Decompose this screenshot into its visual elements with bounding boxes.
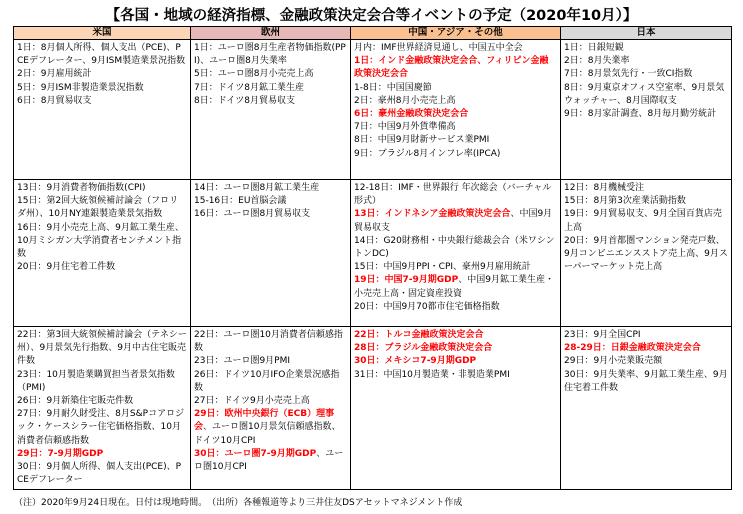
event-item bbox=[564, 195, 728, 208]
event-text: 15-16日：EU首脳会議 bbox=[194, 196, 287, 207]
event-item bbox=[564, 342, 728, 355]
event-highlight-text: 30日：ユーロ圏7-9月期GDP bbox=[194, 448, 317, 459]
event-text: 20日：9月首都圏マンション発売戸数、9月コンビニエンスストア売上高、9月スーパーマーケット売上高 bbox=[564, 235, 728, 273]
event-highlight-text: 28-29日：日銀金融政策決定会合 bbox=[564, 343, 701, 354]
event-item bbox=[354, 42, 557, 55]
event-text: 14日：ユーロ圏8月鉱工業生産 bbox=[194, 183, 320, 193]
event-item bbox=[17, 68, 187, 81]
event-item bbox=[194, 395, 347, 408]
event-text: 1-8日：中国国慶節 bbox=[354, 82, 432, 93]
event-item bbox=[17, 82, 187, 95]
event-text: 22日：ユーロ圏10月消費者信頼感指数 bbox=[194, 330, 343, 354]
event-text: 14日：G20財務相・中央銀行総裁会合（米ワシントンDC) bbox=[354, 235, 555, 260]
cell-us-mid bbox=[14, 180, 191, 327]
event-item bbox=[354, 82, 557, 95]
event-item bbox=[194, 408, 347, 448]
event-item bbox=[17, 395, 187, 408]
cell-europe-mid bbox=[191, 180, 351, 327]
event-text: 16日：9月小売売上高、9月鉱工業生産、10月ミシガン大学消費者センチメント指数 bbox=[17, 222, 184, 260]
event-item bbox=[564, 329, 728, 342]
event-item bbox=[354, 274, 557, 300]
event-text: 5日：ユーロ圏8月小売売上高 bbox=[194, 69, 314, 80]
event-item bbox=[17, 95, 187, 108]
event-item bbox=[194, 448, 347, 474]
event-text: 26日：9月新築住宅販売件数 bbox=[17, 396, 134, 407]
event-highlight-text: 13日：インドネシア金融政策決定会合 bbox=[354, 209, 511, 220]
cell-asia-mid bbox=[351, 180, 561, 327]
event-item bbox=[354, 261, 557, 274]
event-item bbox=[564, 82, 728, 108]
event-item bbox=[194, 42, 347, 68]
event-highlight-text: 28日：ブラジル金融政策決定会合 bbox=[354, 343, 493, 354]
event-text: 1日：ユーロ圏8月生産者物価指数(PPI)、ユーロ圏8月失業率 bbox=[194, 43, 346, 67]
event-highlight-text: 19日：中国7-9月期GDP bbox=[354, 275, 459, 286]
event-item bbox=[17, 408, 187, 448]
event-highlight-text: 6日：豪州金融政策決定会合 bbox=[354, 109, 469, 120]
event-highlight-text: 30日：メキシコ7-9月期GDP bbox=[354, 356, 477, 367]
event-text: 19日：9月貿易収支、9月全国百貨店売上高 bbox=[564, 209, 722, 233]
cell-japan-early bbox=[561, 40, 732, 180]
cell-japan-mid bbox=[561, 180, 732, 327]
event-item bbox=[354, 301, 557, 314]
event-item bbox=[194, 182, 347, 195]
event-text: 2日：8月失業率 bbox=[564, 56, 630, 67]
event-item bbox=[194, 195, 347, 208]
event-text: 7日：ドイツ8月鉱工業生産 bbox=[194, 82, 305, 93]
event-item bbox=[354, 355, 557, 368]
event-item bbox=[564, 68, 728, 81]
event-item bbox=[354, 134, 557, 147]
event-text: 5日：9月ISM非製造業景況指数 bbox=[17, 82, 144, 93]
page-title: 【各国・地域の経済指標、金融政策決定会合等イベントの予定（2020年10月）】 bbox=[105, 8, 638, 24]
event-text: 8日：ドイツ8月貿易収支 bbox=[194, 95, 296, 106]
event-item bbox=[354, 369, 557, 382]
event-text: 23日：10月製造業購買担当者景気指数（PMI) bbox=[17, 369, 175, 393]
event-text: 30日：9月失業率、9月鉱工業生産、9月住宅着工件数 bbox=[564, 369, 728, 393]
event-item bbox=[354, 121, 557, 134]
event-item bbox=[564, 208, 728, 234]
event-item bbox=[354, 342, 557, 355]
event-text: 月内：IMF世界経済見通し、中国五中全会 bbox=[354, 43, 523, 53]
event-item bbox=[17, 42, 187, 68]
event-text: 13日：9月消費者物価指数(CPI) bbox=[17, 183, 146, 193]
event-item bbox=[194, 82, 347, 95]
event-item bbox=[354, 108, 557, 121]
event-item bbox=[564, 235, 728, 275]
event-item bbox=[354, 235, 557, 261]
event-item bbox=[194, 95, 347, 108]
event-calendar-table bbox=[13, 26, 732, 490]
event-item bbox=[564, 55, 728, 68]
header-japan: 日本 bbox=[561, 27, 732, 40]
event-item bbox=[17, 261, 187, 274]
event-item bbox=[17, 329, 187, 369]
event-highlight-text: 22日：トルコ金融政策決定会合 bbox=[354, 330, 484, 340]
event-highlight-text: 29日：欧州中央銀行（ECB）理事会 bbox=[194, 409, 335, 433]
event-text: 9日：8月家計調査、8月毎月勤労統計 bbox=[564, 109, 717, 120]
event-item bbox=[17, 448, 187, 461]
event-text-continued: 、ユーロ圏10月CPI bbox=[194, 448, 344, 473]
event-text: 23日：9月全国CPI bbox=[564, 330, 641, 340]
event-item bbox=[564, 42, 728, 55]
event-text: 2日：豪州8月小売売上高 bbox=[354, 95, 456, 106]
header-asia-other: 中国・アジア・その他 bbox=[351, 27, 561, 40]
header-europe: 欧州 bbox=[191, 27, 351, 40]
event-item bbox=[564, 182, 728, 195]
event-item bbox=[564, 369, 728, 395]
event-text: 7日：中国9月外貨準備高 bbox=[354, 122, 456, 133]
cell-japan-late bbox=[561, 327, 732, 490]
cell-europe-late bbox=[191, 327, 351, 490]
event-text: 6日：8月貿易収支 bbox=[17, 95, 92, 106]
event-item bbox=[194, 68, 347, 81]
event-item bbox=[17, 222, 187, 262]
event-item bbox=[17, 461, 187, 487]
event-item bbox=[564, 355, 728, 368]
event-text: 7日：8月景気先行・一致CI指数 bbox=[564, 69, 693, 80]
event-text: 27日：9月耐久財受注、8月S&Pコアロジック・ケースシラー住宅価格指数、10月消費者信頼感指数 bbox=[17, 409, 185, 446]
cell-asia-early bbox=[351, 40, 561, 180]
event-highlight-text: 29日：7-9月期GDP bbox=[17, 448, 104, 459]
event-text: 22日：第3回大統領候補討論会（テネシー州）、9月景気先行指数、9月中古住宅販売件数 bbox=[17, 330, 187, 367]
event-item bbox=[354, 208, 557, 234]
event-text: 8日：9月東京オフィス空室率、9月景気ウォッチャー、8月国際収支 bbox=[564, 82, 725, 106]
cell-europe-early bbox=[191, 40, 351, 180]
event-item bbox=[354, 148, 557, 161]
event-item bbox=[354, 95, 557, 108]
event-item bbox=[17, 182, 187, 195]
event-item bbox=[194, 208, 347, 221]
event-text: 2日：9月雇用統計 bbox=[17, 69, 92, 80]
event-text: 29日：9月小売業販売額 bbox=[564, 356, 663, 367]
event-text: 23日：ユーロ圏9月PMI bbox=[194, 356, 291, 367]
event-text: 31日：中国10月製造業・非製造業PMI bbox=[354, 369, 510, 380]
event-item bbox=[354, 55, 557, 81]
event-item bbox=[17, 369, 187, 395]
event-text: 15日：中国9月PPI・CPI、豪州9月雇用統計 bbox=[354, 262, 531, 273]
event-item bbox=[354, 329, 557, 342]
event-text: 20日：中国9月70都市住宅価格指数 bbox=[354, 301, 500, 312]
event-item bbox=[564, 108, 728, 121]
event-text: 16日：ユーロ圏8月貿易収支 bbox=[194, 209, 311, 220]
event-item bbox=[194, 369, 347, 395]
event-text: 30日：9月個人所得、個人支出(PCE)、PCEデフレーター bbox=[17, 462, 182, 486]
event-text: 27日：ドイツ9月小売売上高 bbox=[194, 396, 310, 407]
event-text: 1日：日銀短観 bbox=[564, 43, 624, 53]
event-text: 12日：8月機械受注 bbox=[564, 183, 645, 193]
event-text: 12-18日：IMF・世界銀行 年次総会（バーチャル形式） bbox=[354, 183, 552, 207]
cell-asia-late bbox=[351, 327, 561, 490]
event-item bbox=[354, 182, 557, 208]
event-text: 9日：ブラジル8月インフレ率(IPCA) bbox=[354, 148, 501, 159]
event-highlight-text: 1日：インド金融政策決定会合、フィリピン金融政策決定会合 bbox=[354, 56, 549, 80]
event-text: 1日：8月個人所得、個人支出（PCE)、PCEデフレーター、9月ISM製造業景況指数 bbox=[17, 43, 186, 67]
header-us: 米国 bbox=[14, 27, 191, 40]
event-text: 15日：第2回大統領候補討論会（フロリダ州）、10月NY連銀製造業景気指数 bbox=[17, 196, 179, 220]
event-text: 15日：8月第3次産業活動指数 bbox=[564, 196, 686, 207]
event-text: 8日：中国9月財新サービス業PMI bbox=[354, 135, 490, 146]
event-item bbox=[17, 195, 187, 221]
cell-us-late bbox=[14, 327, 191, 490]
event-text-continued: 、中国9月鉱工業生産・小売売上高・固定資産投資 bbox=[354, 275, 554, 299]
cell-us-early bbox=[14, 40, 191, 180]
event-text: 20日：9月住宅着工件数 bbox=[17, 262, 116, 273]
event-text: 26日：ドイツ10月IFO企業景況感指数 bbox=[194, 369, 340, 393]
footnote: （注）2020年9月24日現在。日付は現地時間。 （出所）各種報道等より三井住友DSアセットマネジメント作成 bbox=[14, 498, 463, 508]
event-item bbox=[194, 355, 347, 368]
event-text-continued: 、ユーロ圏10月景気信頼感指数、ドイツ10月CPI bbox=[194, 422, 341, 446]
event-text-continued: 、中国9月貿易収支 bbox=[354, 209, 553, 233]
event-item bbox=[194, 329, 347, 355]
